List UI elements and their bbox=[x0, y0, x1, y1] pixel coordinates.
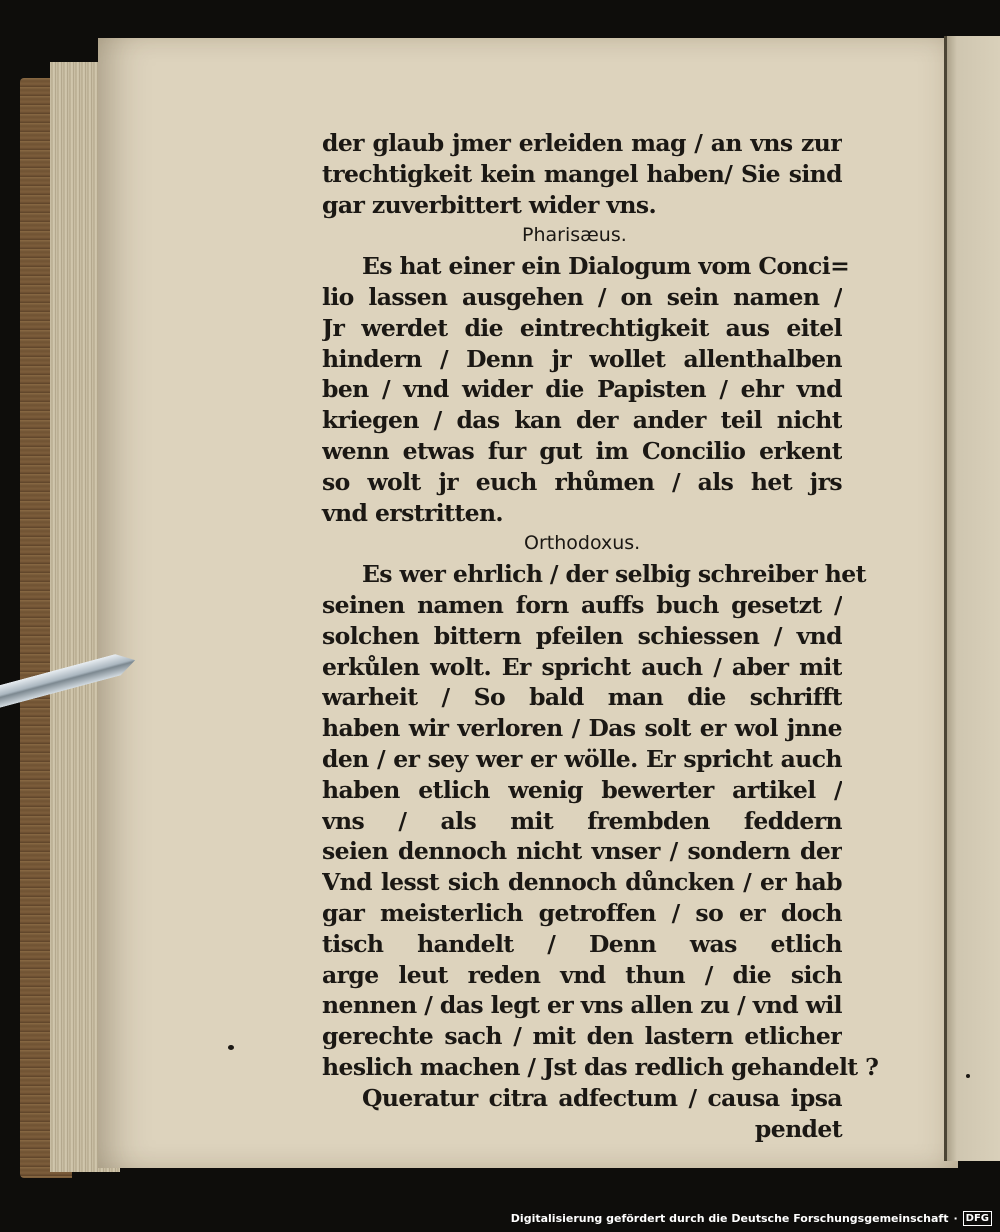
text-line: Jr werdet die eintrechtigkeit aus eitel bbox=[322, 313, 842, 342]
text-line: den / er sey wer er wölle. Er spricht auch bbox=[322, 744, 842, 773]
text-line: trechtigkeit kein mangel haben/ Sie sind bbox=[322, 159, 842, 188]
text-line: haben etlich wenig bewerter artikel / bbox=[322, 775, 842, 804]
text-line: erkůlen wolt. Er spricht auch / aber mit bbox=[322, 652, 842, 681]
text-line: Queratur citra adfectum / causa ipsa bbox=[362, 1083, 842, 1112]
ink-spot bbox=[228, 1045, 234, 1050]
text-line: warheit / So bald man die schrifft bbox=[322, 683, 842, 712]
text-line: solchen bittern pfeilen schiessen / vnd bbox=[322, 621, 842, 650]
text-line: gar meisterlich getroffen / so er doch bbox=[322, 898, 842, 927]
page-gutter-line bbox=[944, 36, 947, 1161]
text-line: kriegen / das kan der ander teil nicht bbox=[322, 406, 842, 435]
dfg-logo: DFG bbox=[963, 1211, 992, 1226]
text-line: gar zuverbittert wider vns. bbox=[322, 190, 657, 219]
text-line: arge leut reden vnd thun / die sich bbox=[322, 960, 842, 989]
text-line: wenn etwas fur gut im Concilio erkent bbox=[322, 436, 842, 465]
text-line: lio lassen ausgehen / on sein namen / bbox=[322, 282, 842, 311]
facing-page-edge bbox=[945, 36, 1000, 1161]
text-line: haben wir verloren / Das solt er wol jnne bbox=[322, 714, 842, 743]
ink-spot bbox=[966, 1074, 970, 1078]
text-line: tisch handelt / Denn was etlich bbox=[322, 929, 842, 958]
text-line: ben / vnd wider die Papisten / ehr vnd bbox=[322, 375, 842, 404]
footer-credit bbox=[511, 1208, 992, 1228]
text-line: Vnd lesst sich dennoch důncken / er hab bbox=[322, 868, 842, 897]
text-line: vns / als mit frembden feddern bbox=[322, 806, 842, 835]
text-line: hindern / Denn jr wollet allenthalben bbox=[322, 344, 842, 373]
text-line: vnd erstritten. bbox=[322, 498, 504, 527]
text-line: heslich machen / Jst das redlich gehandelt ? bbox=[322, 1052, 879, 1081]
speaker-heading: Pharisæus. bbox=[522, 224, 627, 247]
text-line: so wolt jr euch rhůmen / als het jrs bbox=[322, 467, 842, 496]
text-line: der glaub jmer erleiden mag / an vns zur bbox=[322, 129, 842, 157]
text-line: seinen namen forn auffs buch gesetzt / bbox=[322, 590, 842, 619]
text-line: seien dennoch nicht vnser / sondern der bbox=[322, 837, 842, 866]
text-line: Es wer ehrlich / der selbig schreiber het bbox=[362, 560, 866, 589]
text-line: nennen / das legt er vns allen zu / vnd wil bbox=[322, 991, 842, 1020]
footer-separator: · bbox=[953, 1211, 958, 1225]
text-line: pendet bbox=[754, 1114, 842, 1143]
speaker-heading: Orthodoxus. bbox=[524, 532, 641, 555]
page-text bbox=[322, 128, 879, 1144]
footer-credit-text: Digitalisierung gefördert durch die Deutsche Forschungsgemeinschaft bbox=[510, 1211, 949, 1225]
text-line: Es hat einer ein Dialogum vom Conci= bbox=[362, 252, 850, 281]
text-line: gerechte sach / mit den lastern etlicher bbox=[322, 1022, 842, 1051]
